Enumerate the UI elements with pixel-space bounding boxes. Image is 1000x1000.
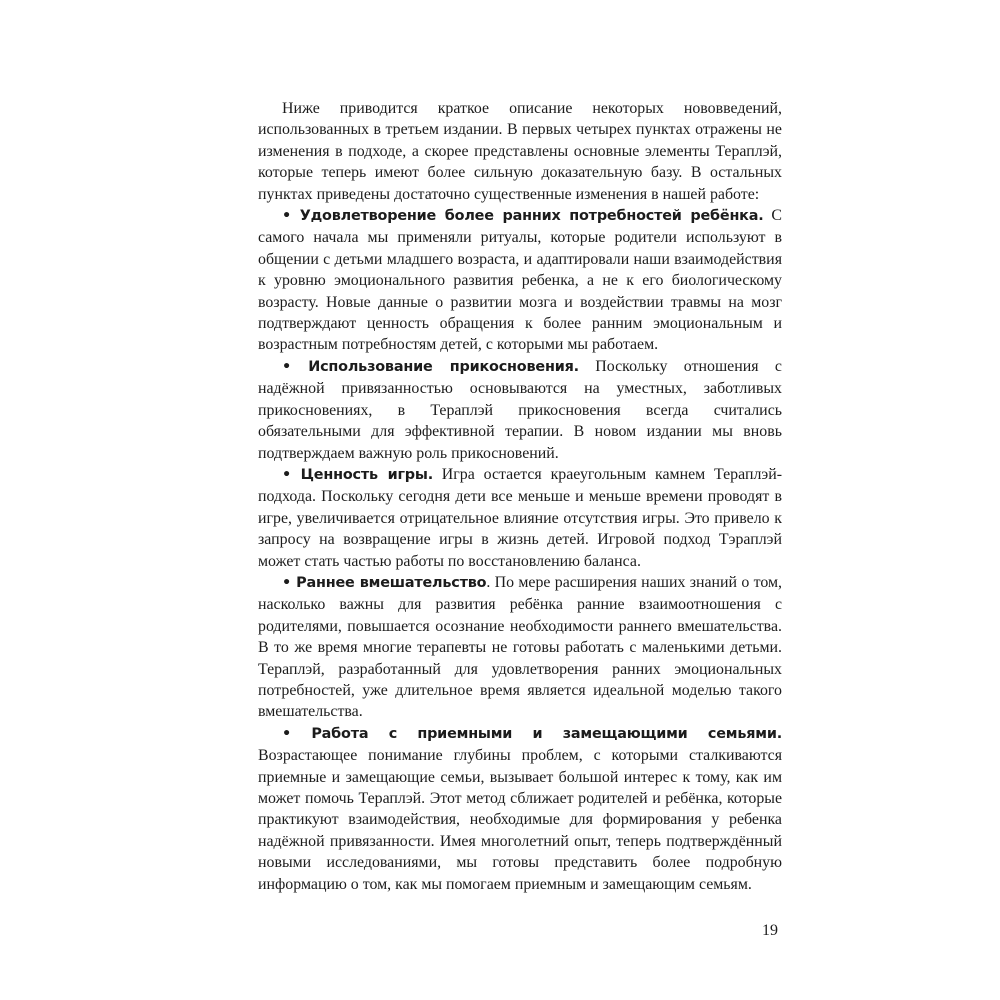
list-item [258, 464, 782, 572]
list-item [258, 723, 782, 895]
list-item [258, 572, 782, 723]
item-heading: • Использование прикосновения. [282, 358, 579, 375]
item-heading: • Ценность игры. [282, 466, 433, 483]
item-heading: • Работа с приемными и замещающими семьями. [282, 725, 782, 742]
item-text: Поскольку отношения с надёжной привязанностью основываются на уместных, заботливых прикосновениях, в Тераплэй прикосновения всегда считались обязательными для эффективной терапии. В новом издании мы вновь подтверждаем важную роль прикосновений. [258, 357, 782, 462]
item-text: Игра остается краеугольным камнем Тераплэй-подхода. Поскольку сегодня дети все меньше и меньше времени проводят в игре, увеличивается отрицательное влияние отсутствия игры. Это привело к запросу на возвращение игры в жизнь детей. Игровой подход Тэраплэй может стать частью работы по восстановлению баланса. [258, 465, 783, 570]
item-text: Возрастающее понимание глубины проблем, с которыми сталкиваются приемные и замещающие семьи, вызывает большой интерес к тому, как им может помочь Тераплэй. Этот метод сближает родителей и ребёнка, которые практикуют взаимодействия, необходимые для формирования у ребенка надёжной привязанности. Имея многолетний опыт, теперь подтверждённый новыми исследованиями, мы готовы представить более подробную информацию о том, как мы помогаем приемным и замещающим семьям. [258, 747, 782, 893]
item-heading: • Удовлетворение более ранних потребностей ребёнка. [282, 208, 764, 225]
list-item [258, 356, 782, 464]
item-text: . По мере расширения наших знаний о том, насколько важны для развития ребёнка ранние взаимоотношения с родителями, повышается осознание необходимости раннего вмешательства. В то же время многие терапевты не готовы работать с маленькими детьми. Тераплэй, разработанный для удовлетворения ранних эмоциональных потребностей, уже длительное время является идеальной моделью такого вмешательства. [258, 573, 782, 721]
item-text: С самого начала мы применяли ритуалы, которые родители используют в общении с детьми младшего возраста, и адаптировали наши взаимодействия к уровню эмоционального развития ребенка, а не к его биологическому возрасту. Новые данные о развитии мозга и воздействии травмы на мозг подтверждают ценность обращения к более ранним эмоциональным и возрастным потребностям детей, с которыми мы работаем. [258, 207, 782, 354]
page-body [258, 98, 782, 895]
intro-paragraph: Ниже приводится краткое описание некоторых нововведений, использованных в третьем издании. В первых четырех пунктах отражены не изменения в подходе, а скорее представлены основные элементы Тераплэй, которые теперь имеют более сильную доказательную базу. В остальных пунктах приведены достаточно существенные изменения в нашей работе: [258, 100, 782, 203]
item-heading: • Раннее вмешательство [282, 574, 487, 591]
list-item [258, 205, 782, 356]
page-number: 19 [762, 922, 778, 939]
